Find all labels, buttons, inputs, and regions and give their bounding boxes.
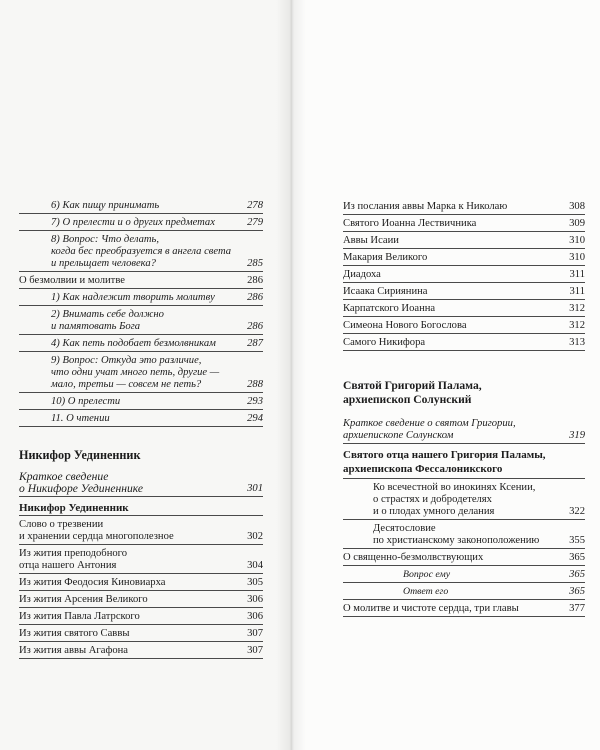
left-section-entry-list [19, 516, 263, 659]
entry-page: 310 [569, 235, 585, 246]
entry-title: Из жития Павла Латрского [19, 611, 140, 622]
entry-page: 312 [569, 320, 585, 331]
entry-page: 355 [569, 535, 585, 546]
entry-title: О безмолвии и молитве [19, 275, 125, 286]
entry-page: 365 [569, 552, 585, 563]
right-toc-column [343, 198, 585, 617]
entry-page: 377 [569, 603, 585, 614]
toc-entry[interactable] [19, 352, 263, 393]
section-title-nikifor: Никифор Уединенник [19, 448, 141, 462]
entry-page: 307 [247, 628, 263, 639]
entry-title: Из жития Феодосия Киновиарха [19, 577, 166, 588]
entry-page: 293 [247, 396, 263, 407]
subsection-heading: Святого отца нашего Григория Паламы, архиепископа Фессалоникского [343, 444, 585, 479]
toc-entry[interactable] [343, 283, 585, 300]
section-intro-entry[interactable] [343, 415, 585, 444]
entry-title: Макария Великого [343, 252, 428, 263]
entry-title: 2) Внимать себе должно и памятовать Бога [51, 309, 164, 332]
entry-page: 286 [247, 275, 263, 286]
entry-page: 365 [569, 569, 585, 580]
entry-title: Исаака Сириянина [343, 286, 428, 297]
entry-page: 306 [247, 594, 263, 605]
toc-entry[interactable] [343, 215, 585, 232]
entry-title: О молитве и чистоте сердца, три главы [343, 603, 519, 614]
entry-title: 11. О чтении [51, 413, 110, 424]
left-entry-list [19, 197, 263, 427]
toc-entry[interactable] [343, 317, 585, 334]
entry-title: Ко всечестной во инокинях Ксении, о страстях и добродетелях и о плодах умного делания [373, 482, 536, 517]
toc-entry[interactable] [343, 479, 585, 520]
entry-page: 301 [247, 483, 263, 494]
entry-title: Ответ его [403, 586, 449, 597]
toc-entry[interactable] [19, 608, 263, 625]
entry-page: 285 [247, 258, 263, 269]
toc-entry[interactable] [19, 306, 263, 335]
toc-entry[interactable] [343, 520, 585, 549]
right-section-entry-list [343, 479, 585, 617]
entry-title: Слово о трезвении и хранении сердца многополезное [19, 519, 174, 542]
toc-entry[interactable] [343, 198, 585, 215]
subsection-heading: Никифор Уединенник [19, 497, 263, 516]
toc-entry[interactable] [343, 600, 585, 617]
toc-entry[interactable] [19, 231, 263, 272]
toc-entry[interactable] [343, 232, 585, 249]
entry-page: 287 [247, 338, 263, 349]
entry-title: Из жития аввы Агафона [19, 645, 128, 656]
toc-entry[interactable] [343, 300, 585, 317]
section-intro-entry[interactable] [19, 468, 263, 497]
entry-title: 1) Как надлежит творить молитву [51, 292, 215, 303]
entry-title: Карпатского Иоанна [343, 303, 436, 314]
entry-page: 286 [247, 321, 263, 332]
entry-title: Из жития святого Саввы [19, 628, 130, 639]
entry-title: 10) О прелести [51, 396, 121, 407]
entry-page: 311 [569, 286, 585, 297]
toc-entry[interactable] [19, 289, 263, 306]
entry-title: Из жития преподобного отца нашего Антония [19, 548, 128, 571]
entry-title: Диадоха [343, 269, 381, 280]
entry-page: 302 [247, 531, 263, 542]
entry-page: 288 [247, 379, 263, 390]
toc-entry[interactable] [343, 566, 585, 583]
entry-page: 286 [247, 292, 263, 303]
toc-entry[interactable] [343, 334, 585, 351]
toc-entry[interactable] [19, 591, 263, 608]
toc-entry[interactable] [343, 549, 585, 566]
entry-title: Из жития Арсения Великого [19, 594, 148, 605]
entry-page: 309 [569, 218, 585, 229]
toc-entry[interactable] [19, 410, 263, 427]
toc-entry[interactable] [19, 545, 263, 574]
toc-entry[interactable] [19, 574, 263, 591]
entry-title: 8) Вопрос: Что делать, когда бес преобразуется в ангела света и прельщает человека? [51, 234, 232, 269]
entry-title: Симеона Нового Богослова [343, 320, 467, 331]
entry-title: Самого Никифора [343, 337, 426, 348]
toc-entry[interactable] [19, 335, 263, 352]
entry-page: 306 [247, 611, 263, 622]
entry-page: 305 [247, 577, 263, 588]
left-toc-column [19, 197, 263, 659]
entry-page: 307 [247, 645, 263, 656]
entry-title: Десятословие по христианскому законоположению [373, 523, 540, 546]
entry-page: 278 [247, 200, 263, 211]
toc-entry[interactable] [343, 249, 585, 266]
entry-title: Вопрос ему [403, 569, 451, 580]
toc-entry[interactable] [19, 393, 263, 410]
toc-entry[interactable] [19, 272, 263, 289]
section-title-palamas: Святой Григорий Палама, архиепископ Солунский [343, 379, 482, 406]
right-entry-list [343, 198, 585, 351]
entry-title: Аввы Исаии [343, 235, 399, 246]
entry-title: Краткое сведение о святом Григории, архиепископе Солунском [343, 418, 516, 441]
entry-title: О священно-безмолвствующих [343, 552, 484, 563]
entry-page: 279 [247, 217, 263, 228]
entry-page: 294 [247, 413, 263, 424]
entry-page: 319 [569, 430, 585, 441]
entry-page: 313 [569, 337, 585, 348]
entry-title: 7) О прелести и о других предметах [51, 217, 215, 228]
entry-title: Из послания аввы Марка к Николаю [343, 201, 508, 212]
toc-entry[interactable] [19, 516, 263, 545]
entry-page: 322 [569, 506, 585, 517]
entry-title: 6) Как пищу принимать [51, 200, 160, 211]
toc-entry[interactable] [343, 266, 585, 283]
entry-page: 311 [569, 269, 585, 280]
toc-entry[interactable] [19, 197, 263, 214]
toc-entry[interactable] [19, 642, 263, 659]
entry-page: 365 [569, 586, 585, 597]
toc-entry[interactable] [343, 583, 585, 600]
book-gutter [276, 0, 306, 750]
entry-title: Краткое сведение о Никифоре Уединеннике [19, 470, 144, 495]
entry-page: 308 [569, 201, 585, 212]
entry-title: 9) Вопрос: Откуда это различие, что одни учат много петь, другие — мало, третьи — совсем не петь? [51, 355, 220, 390]
entry-title: Святого Иоанна Лествичника [343, 218, 477, 229]
toc-entry[interactable] [19, 214, 263, 231]
entry-title: 4) Как петь подобает безмолвникам [51, 338, 216, 349]
entry-page: 312 [569, 303, 585, 314]
toc-entry[interactable] [19, 625, 263, 642]
entry-page: 310 [569, 252, 585, 263]
entry-page: 304 [247, 560, 263, 571]
